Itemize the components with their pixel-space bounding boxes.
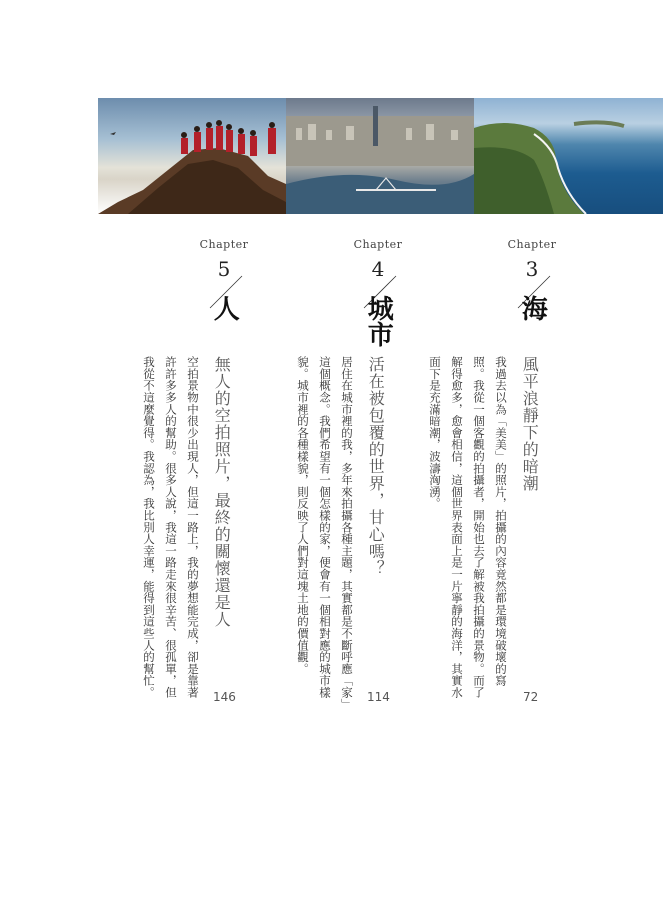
photo-strip xyxy=(98,98,663,214)
coastline-photo xyxy=(474,98,663,214)
chapter-3-body: 我過去以為「美美」的照片，拍攝的內容竟然都是環境破壞的寫照。我從一個客觀的拍攝者，開始也去了解被我拍攝的景物。而了解得愈多，愈會相信，這個世界表面上是一片寧靜的海洋，其實水面下是充滿暗潮，波濤洶湧。 xyxy=(428,356,508,699)
chapter-4 xyxy=(348,238,408,347)
chapter-4-subtitle: 活在被包覆的世界，甘心嗎？ xyxy=(366,356,386,577)
chapter-4-number: 4 xyxy=(371,257,385,281)
chapter-3-label: Chapter xyxy=(507,238,557,251)
chapter-3-title: 海 xyxy=(517,295,548,321)
chapter-4-title: 城市 xyxy=(363,295,394,347)
chapter-5 xyxy=(194,238,254,321)
city-aerial-photo xyxy=(286,98,474,214)
chapter-5-page-number: 146 xyxy=(213,690,236,704)
chapter-5-body: 空拍景物中很少出現人，但這一路上，我的夢想能完成，卻是靠著許許多多人的幫助。很多人說，我這一路走來很辛苦、很孤單，但我從不這麼覺得。我認為，我比別人幸運，能得到這些人的幫忙。 xyxy=(142,356,200,699)
people-on-rock-photo xyxy=(98,98,286,214)
chapter-5-subtitle: 無人的空拍照片，最終的關懷還是人 xyxy=(212,356,232,628)
chapter-3-subtitle: 風平浪靜下的暗潮 xyxy=(520,356,540,492)
chapter-3-page-number: 72 xyxy=(523,690,539,704)
chapter-3 xyxy=(502,238,562,321)
chapter-4-page-number: 114 xyxy=(367,690,390,704)
chapter-4-label: Chapter xyxy=(353,238,403,251)
chapter-5-label: Chapter xyxy=(199,238,249,251)
chapter-4-body: 居住在城市裡的我，多年來拍攝各種主題，其實都是不斷呼應「家」這個概念。我們希望有一個怎樣的家，便會有一個相對應的城市樣貌。城市裡的各種樣貌，則反映了人們對這塊土地的價值觀。 xyxy=(296,356,354,705)
chapter-5-number: 5 xyxy=(217,257,231,281)
chapter-3-number: 3 xyxy=(525,257,539,281)
chapter-5-title: 人 xyxy=(209,295,240,321)
